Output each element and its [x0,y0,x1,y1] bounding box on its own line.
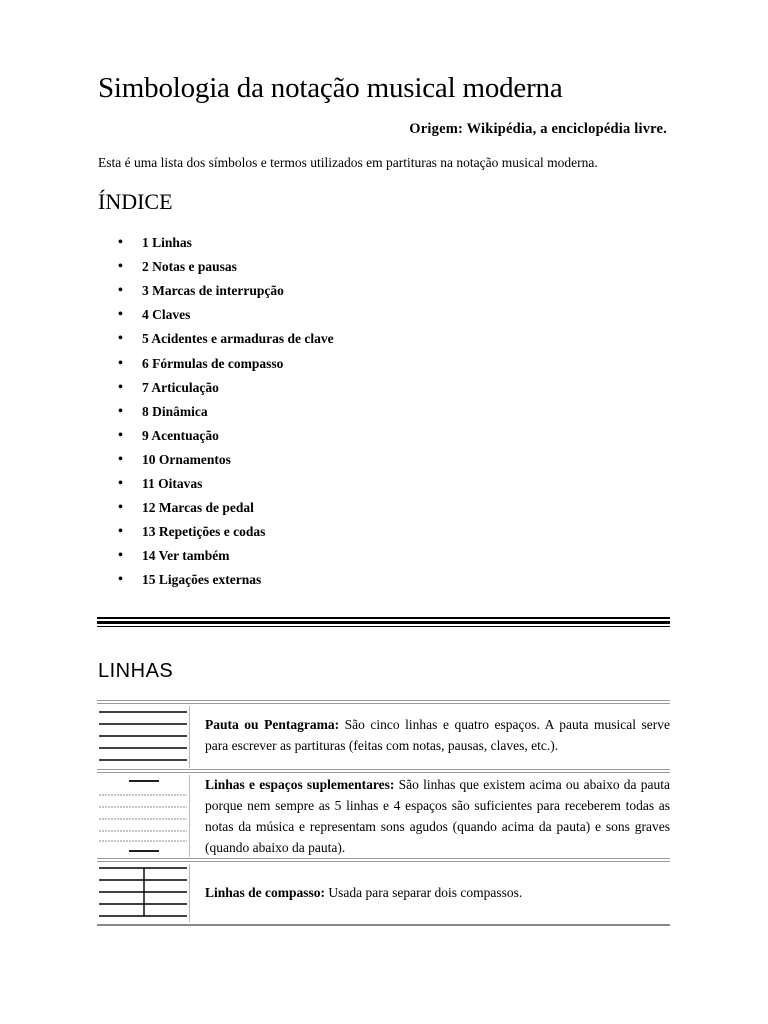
table-rule [97,858,670,862]
toc-item[interactable] [118,231,334,255]
toc-item-label[interactable]: 14 Ver também [142,548,230,564]
row-text [205,714,670,756]
toc-item-label[interactable]: 15 Ligações externas [142,572,262,588]
toc-item-label[interactable]: 5 Acidentes e armaduras de clave [142,331,334,347]
intro-paragraph: Esta é uma lista dos símbolos e termos utilizados em partituras na notação musical moderna. [98,155,598,170]
divider-line [97,617,670,619]
index-heading: ÍNDICE [98,189,173,214]
bullet-icon: • [118,500,123,516]
bullet-icon: • [118,331,123,347]
toc-item[interactable] [118,400,334,424]
toc-item-label[interactable]: 8 Dinâmica [142,403,208,419]
toc-item[interactable] [118,255,334,279]
table-row [97,864,670,922]
row-description: Usada para separar dois compassos. [325,885,523,900]
bullet-icon: • [118,451,123,467]
row-text [205,774,670,858]
source-note: Origem: Wikipédia, a enciclopédia livre. [409,121,667,137]
toc-item[interactable] [118,279,334,303]
toc-item-label[interactable]: 2 Notas e pausas [142,259,237,275]
column-divider [189,864,190,922]
column-divider [189,775,190,857]
bullet-icon: • [118,548,123,564]
bullet-icon: • [118,403,123,419]
table-row [97,775,670,857]
column-divider [189,706,190,768]
bullet-icon: • [118,572,123,588]
toc-item-label[interactable]: 10 Ornamentos [142,451,231,467]
toc-item-label[interactable]: 12 Marcas de pedal [142,500,254,516]
divider-line [97,621,670,624]
toc-item[interactable] [118,424,334,448]
bullet-icon: • [118,475,123,491]
bullet-icon: • [118,283,123,299]
table-rule [97,769,670,773]
toc-item-label[interactable]: 4 Claves [142,307,191,323]
toc-item-label[interactable]: 11 Oitavas [142,475,203,491]
bullet-icon: • [118,427,123,443]
row-description: São cinco linhas e quatro espaços. A pauta musical serve para escrever as partituras (feitas com notas, pausas, claves, etc.). [205,717,670,753]
bullet-icon: • [118,307,123,323]
toc-item[interactable] [118,448,334,472]
bullet-icon: • [118,355,123,371]
bullet-icon: • [118,524,123,540]
row-term: Pauta ou Pentagrama: [205,717,340,732]
row-text [205,882,670,903]
toc-item[interactable] [118,472,334,496]
table-of-contents [118,231,334,592]
toc-item[interactable] [118,520,334,544]
table-rule [97,700,670,704]
toc-item-label[interactable]: 7 Articulação [142,379,219,395]
staff-icon [97,706,189,768]
bar-line-icon [97,864,189,922]
divider-line [97,626,670,627]
toc-item[interactable] [118,303,334,327]
toc-item[interactable] [118,327,334,351]
bullet-icon: • [118,259,123,275]
section-heading-linhas: LINHAS [98,660,174,682]
bar-line-icon [97,864,189,922]
toc-item-label[interactable]: 3 Marcas de interrupção [142,283,284,299]
toc-item[interactable] [118,351,334,375]
toc-item[interactable] [118,496,334,520]
ledger-lines-icon [97,775,189,857]
row-term: Linhas de compasso: [205,885,326,900]
row-term: Linhas e espaços suplementares: [205,777,395,792]
staff-icon [97,706,189,768]
toc-item[interactable] [118,568,334,592]
toc-item[interactable] [118,544,334,568]
toc-item-label[interactable]: 1 Linhas [142,235,192,251]
toc-item[interactable] [118,376,334,400]
section-divider [97,617,670,626]
table-rule [97,924,670,926]
row-description: São linhas que existem acima ou abaixo da pauta porque nem sempre as 5 linhas e 4 espaços são suficientes para receberem todas as notas da música e representam sons agudos (quando acima da pauta) e sons graves (quando abaixo da pauta). [205,777,670,855]
bullet-icon: • [118,235,123,251]
ledger-lines-icon [97,775,189,857]
toc-item-label[interactable]: 13 Repetições e codas [142,524,266,540]
page-title: Simbologia da notação musical moderna [98,72,563,104]
bullet-icon: • [118,379,123,395]
toc-item-label[interactable]: 9 Acentuação [142,427,219,443]
toc-item-label[interactable]: 6 Fórmulas de compasso [142,355,284,371]
table-row [97,706,670,768]
